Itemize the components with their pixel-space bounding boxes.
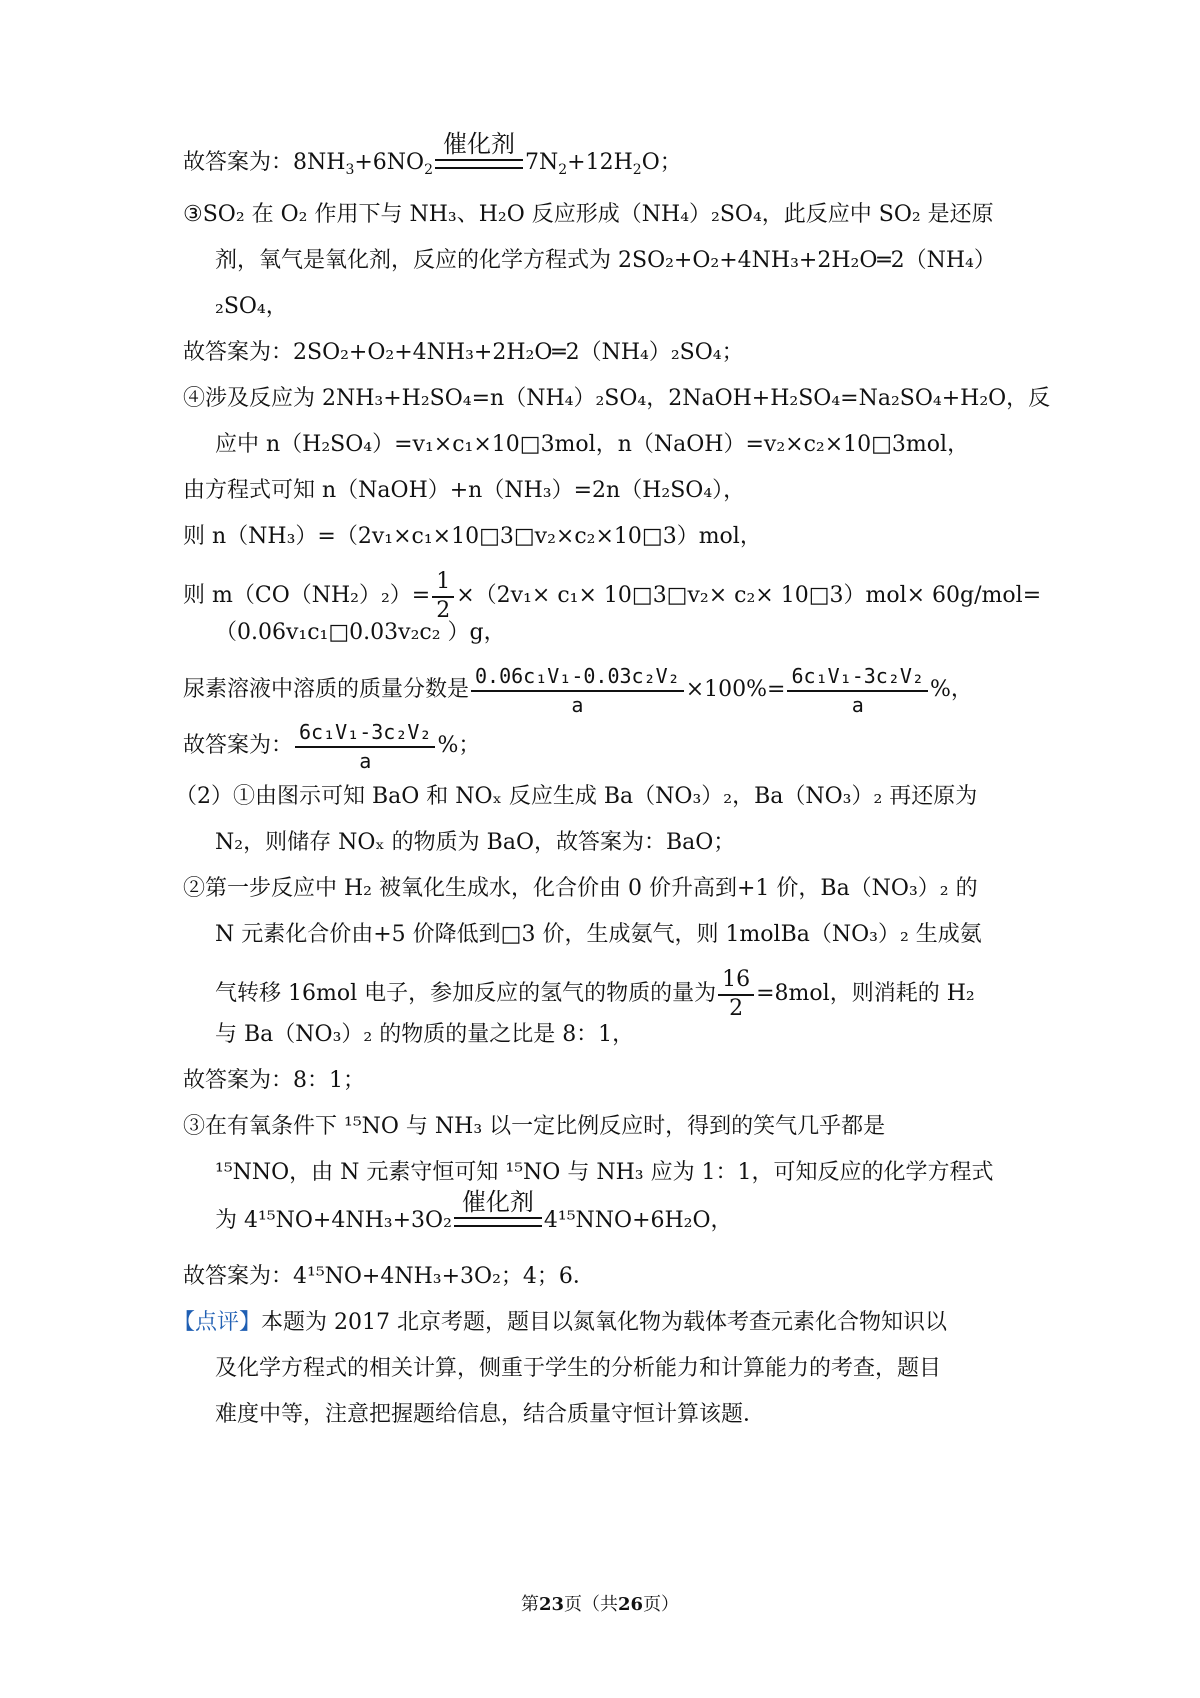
paragraph-line: 则 n（NH₃）=（2v₁×c₁×10□3□v₂×c₂×10□3）mol， [183,524,762,549]
answer-line: 故答案为：8：1； [183,1068,365,1093]
paragraph-line: 由方程式可知 n（NaOH）+n（NH₃）=2n（H₂SO₄）， [183,478,746,503]
answer-line-1: 故答案为：$8NH_3+6NO_2$ 催化剂 $7N_2+12H_2O$； [183,130,682,178]
answer-line: 故答案为：4¹⁵NO+4NH₃+3O₂；4；6． [183,1264,595,1289]
paragraph-line: 与 Ba（NO₃）₂ 的物质的量之比是 8：1， [215,1022,635,1047]
paragraph-line: 剂，氧气是氧化剂，反应的化学方程式为 2SO₂+O₂+4NH₃+2H₂O═2（NH₄） [215,248,996,273]
answer-line: 故答案为：2SO₂+O₂+4NH₃+2H₂O═2（NH₄）₂SO₄； [183,340,744,365]
comment-line: 及化学方程式的相关计算，侧重于学生的分析能力和计算能力的考查，题目 [215,1356,942,1381]
comment-line: 难度中等，注意把握题给信息，结合质量守恒计算该题． [215,1402,766,1427]
paragraph-line: ③在有氧条件下 ¹⁵NO 与 NH₃ 以一定比例反应时，得到的笑气几乎都是 [183,1114,886,1139]
page-number: 23 [538,1594,564,1615]
paragraph-line: ③SO₂ 在 O₂ 作用下与 NH₃、H₂O 反应形成（NH₄）₂SO₄，此反应中 SO₂ 是还原 [183,202,994,227]
fraction-half: $\frac{1}{2}$ [432,568,454,624]
catalyst-equals-sign: 催化剂 [435,157,523,169]
paragraph-line: ②第一步反应中 H₂ 被氧化生成水，化合价由 0 价升高到+1 价，Ba（NO₃）₂ 的 [183,876,978,901]
comment-line: 【点评】本题为 2017 北京考题，题目以氮氧化物为载体考查元素化合物知识以 [173,1310,947,1335]
fraction-expression: $\frac{\text{0.06c₁V₁-0.03c₂V₂}}{a}$ [471,662,684,718]
fraction-expression: $\frac{\text{6c₁V₁-3c₂V₂}}{a}$ [295,718,435,774]
mass-line: 则 m（CO（NH₂）₂）= $\frac{1}{2}$ ×（2v₁× c₁× 10□3□v₂× c₂× 10□3）mol× 60g/mol= [183,569,1042,623]
page-footer: 第23页（共26页） [520,1594,680,1615]
paragraph-line: 气转移 16mol 电子，参加反应的氢气的物质的量为 $\frac{16}{2}$ =8mol，则消耗的 H₂ [215,967,975,1021]
paragraph-line: （0.06v₁c₁□0.03v₂c₂ ）g， [215,620,506,645]
fraction-expression: $\frac{\text{6c₁V₁-3c₂V₂}}{a}$ [787,662,927,718]
page-total: 26 [618,1594,644,1615]
paragraph-line: 应中 n（H₂SO₄）=v₁×c₁×10□3mol，n（NaOH）=v₂×c₂×10□3mol， [215,432,970,457]
paragraph-line: ¹⁵NNO，由 N 元素守恒可知 ¹⁵NO 与 NH₃ 应为 1：1，可知反应的化学方程式 [215,1160,994,1185]
catalyst-equals-sign: 催化剂 [454,1215,542,1227]
paragraph-line: N 元素化合价由+5 价降低到□3 价，生成氨气，则 1molBa（NO₃）₂ 生成氨 [215,922,982,947]
paragraph-line: （2）①由图示可知 BaO 和 NOₓ 反应生成 Ba（NO₃）₂，Ba（NO₃）₂ 再还原为 [175,784,978,809]
paragraph-line: ₂SO₄， [215,294,288,319]
paragraph-line: N₂，则储存 NOₓ 的物质为 BaO，故答案为：BaO； [215,830,736,855]
fraction-16-2: $\frac{16}{2}$ [718,966,754,1022]
mass-fraction-line: 尿素溶液中溶质的质量分数是 $\frac{\text{0.06c₁V₁-0.03c₂V₂}}{a}$ ×100%= $\frac{\text{6c₁V₁-3c₂V₂}}{a}$ %， [183,664,973,717]
comment-tag: 【点评】 [173,1310,262,1335]
paragraph-line: ④涉及反应为 2NH₃+H₂SO₄=n（NH₄）₂SO₄，2NaOH+H₂SO₄=Na₂SO₄+H₂O，反 [183,386,1051,411]
answer-line: 故答案为： $\frac{\text{6c₁V₁-3c₂V₂}}{a}$ %； [183,720,481,773]
equation-line: 为 4¹⁵NO+4NH₃+3O₂ 催化剂 4¹⁵NNO+6H₂O， [215,1188,733,1233]
